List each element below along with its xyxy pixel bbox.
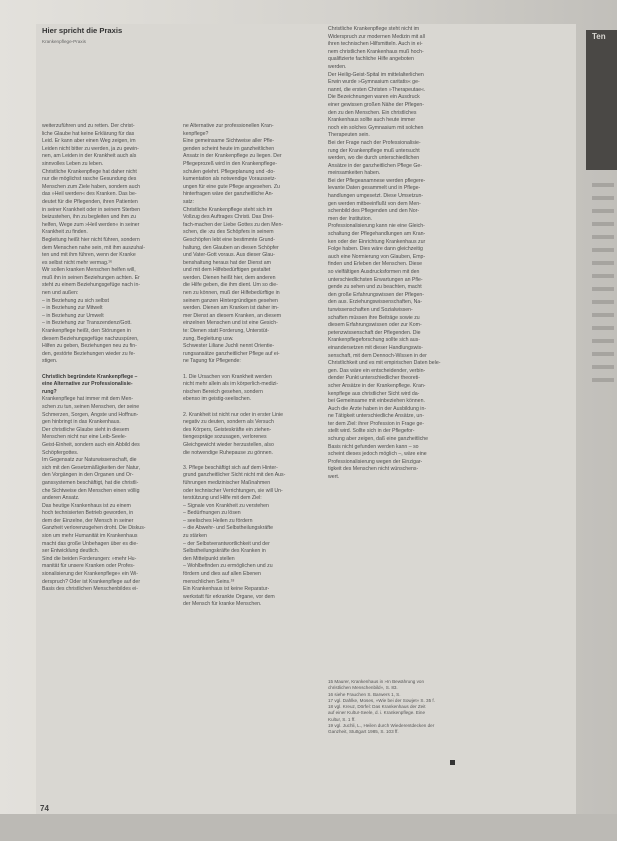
text-line: beizustehen, ihn zu begleiten und ihm zu — [42, 214, 137, 221]
text-line: – Wohlbefinden zu ermöglichen und zu — [183, 563, 273, 570]
text-line: rung der Krankenpflege muß untersucht — [328, 147, 420, 154]
text-line: muß ihn in seinen Beziehungen achten. Er — [42, 274, 140, 281]
text-line: gen hinbringt in das Krankenhaus. — [42, 419, 121, 426]
text-line: Christlich begründete Krankenpflege – — [42, 373, 138, 380]
text-line: fach-machen der Liebe Gottes zu den Men- — [183, 221, 284, 228]
text-line: Menschen nicht nur eine Leib-Seele- — [42, 434, 127, 441]
text-line: genden scheint heute im ganzheitlichen — [183, 145, 275, 152]
text-line: Sind die beiden Forderungen: »mehr Hu- — [42, 555, 137, 562]
text-line: steht zu einem Beziehungsgefüge nach in- — [42, 282, 141, 289]
text-line — [183, 366, 301, 374]
text-line: scheint dieses jedoch möglich –, wäre eine — [328, 451, 427, 458]
text-line: kenpflege aus christlicher Sicht wird da- — [328, 390, 420, 397]
text-line: kumentation als notwendige Voraussetz- — [183, 176, 277, 183]
text-line: ten und mit ihm führen, wenn der Kranke — [42, 252, 136, 259]
text-column-1 — [42, 123, 160, 594]
text-line: Bei der Frage nach der Professionalisie- — [328, 139, 421, 146]
text-line: seinem ganzen Hintergründigen gesehen — [183, 297, 278, 304]
text-line: oder technischer Verrichtungen, sie will Un- — [183, 487, 283, 494]
text-line: einandersetzen mit dieser Handlungswis- — [328, 344, 423, 351]
text-line: Der Heilig-Geist-Spital im mittelalterlichen — [328, 71, 424, 78]
text-line: es selbst nicht mehr vermag.¹⁶ — [42, 259, 113, 266]
text-line: dem der Einzelne, der Mensch in seiner — [42, 517, 134, 524]
text-line: benshaltung heraus hat der Dienst am — [183, 259, 271, 266]
text-line: Eine gemeinsame Sichtweise aller Pfle- — [183, 138, 275, 145]
text-line: ganssystemen beschäftigt, hat die christli- — [42, 479, 139, 486]
text-line: werkstatt für erkrankte Organe, vor dem — [183, 593, 275, 600]
text-line: hinterfragen wäre der ganzheitliche An- — [183, 191, 274, 198]
text-line: nannt, die ersten Christen »Therapeutae«. — [328, 86, 426, 93]
text-line: anderen Ansatz. — [42, 495, 80, 502]
text-line: – Signale von Krankheit zu verstehen — [183, 502, 269, 509]
text-line: nen, am Leiden in der Krankheit auch als — [42, 153, 137, 160]
text-line: – in Beziehung zur Umwelt — [42, 312, 104, 319]
text-line: Die Bezeichnungen waren ein Ausdruck — [328, 94, 420, 101]
text-line: Ganzheit, Stuttgart 1985, S. 103 ff. — [328, 729, 399, 735]
section-tab — [586, 30, 617, 170]
text-line: Therapeuten sein. — [328, 132, 370, 139]
text-line: Ansatz in der Krankenpflege zu liegen. Der — [183, 153, 282, 160]
text-line: 1. Die Ursachen von Krankheit werden — [183, 373, 272, 380]
text-line: schulen gelehrt. Pflegeplanung und -do- — [183, 168, 275, 175]
text-line: ter dem Ziel: ihrer Profession in Frage ge- — [328, 420, 425, 427]
text-line: deutet für die Pflegenden, ihren Patienten — [42, 198, 138, 205]
text-line: – die Abwehr- und Selbstheilungskräfte — [183, 525, 273, 532]
text-line: Pflegeprozeß wird in den Krankenpflege- — [183, 160, 278, 167]
text-line — [183, 404, 301, 412]
text-line: einzelnen Menschen und ist eine Gesich- — [183, 320, 278, 327]
text-line: schenbild des Pflegenden und den Nor- — [328, 208, 420, 215]
text-line: schen, die ›zu des Schöpfers in seinem — [183, 229, 274, 236]
text-line: Bei der Pflegeanamnese werden pflegere- — [328, 177, 426, 184]
text-line: sinnvolles Leben zu leben. — [42, 160, 104, 167]
text-line: 15 Maurer, Krankenhaus in »In Bewährung von — [328, 679, 425, 684]
text-line: Krankenhaus sollte auch heute immer — [328, 117, 416, 124]
text-line: sich mit den Gesetzmäßigkeiten der Natur, — [42, 464, 141, 471]
text-line: Das heutige Krankenhaus ist zu einem — [42, 502, 131, 509]
text-line: Ein Krankenhaus ist keine Reparatur- — [183, 586, 270, 593]
text-line — [183, 457, 301, 465]
text-line: Selbstheilungskräfte des Kranken in — [183, 548, 266, 555]
end-of-article-square — [450, 760, 455, 765]
text-line: rung? — [42, 388, 57, 395]
text-line: mer Dienst an diesem Kranken, an diesem — [183, 312, 282, 319]
text-line: schung aber zeigen, daß eine ganzheitliche — [328, 436, 429, 443]
text-line: – in Beziehung zur Mitwelt — [42, 305, 103, 312]
text-line: Folge haben. Dies wäre dann gleichzeitig — [328, 246, 423, 253]
text-line: Begleitung heißt hier nicht führen, sondern — [42, 236, 140, 243]
text-line: nischen Bereich gesehen, sondern — [183, 388, 263, 395]
text-line: finden und Erleben der Menschen. Diese — [328, 261, 423, 268]
text-line: senschaft, mit dem Dennoch-Wissen in der — [328, 352, 427, 359]
text-line: macht das große Unbehagen über es die- — [42, 540, 139, 547]
text-line: qualifizierte fachliche Hilfe angeboten — [328, 56, 414, 63]
text-line: che Sichtweise den Menschen einen völlig — [42, 487, 140, 494]
text-line: Ansätze in der ganzheitlichen Pflege Ge- — [328, 162, 423, 169]
text-line: gende zu sehen und zu beachten, macht — [328, 284, 422, 291]
text-line: 2. Krankheit ist nicht nur oder in erster Linie — [183, 411, 284, 418]
text-line: petenzwissenschaft der Pflegenden. Die — [328, 329, 421, 336]
text-line: eine Alternative zur Professionalisie- — [42, 381, 133, 388]
text-line: der Mensch für kranke Menschen. — [183, 601, 262, 608]
text-line: auch eine Normierung von Glauben, Emp- — [328, 253, 426, 260]
text-line: auf einer Kultur-Seele, d. i. Krankenpflege. Eine — [328, 710, 426, 716]
text-line: das »Heil werden« des Kranken. Das be- — [42, 191, 137, 198]
text-line: Christliche Krankenpflege steht nicht im — [328, 26, 420, 32]
text-line: fördern und dies auf allen Ebenen — [183, 571, 261, 578]
text-line: Hilfen zu geben, Beziehungen neu zu fin- — [42, 343, 137, 350]
text-line: ser Entwicklung deutlich. — [42, 548, 100, 555]
text-line: dender Punkt unterschiedlicher theoreti- — [328, 375, 420, 382]
text-line: führungen medizinischer Maßnahmen — [183, 479, 271, 486]
text-line: – in Beziehung zur Transzendenz/Gott. — [42, 320, 132, 327]
text-line: stellt wird. Sollte sich in der Pflegefor- — [328, 428, 415, 435]
text-line: Basis nicht gefunden werden kann – so — [328, 443, 419, 450]
text-line: Erwin wurde »Gymnasium caritatis« ge- — [328, 79, 420, 86]
text-line: – in Beziehung zu sich selbst — [42, 297, 109, 304]
text-line: negativ zu deuten, sondern als Versuch — [183, 419, 274, 426]
text-line: Kultur, S. 1 ff. — [328, 716, 356, 722]
text-line: levante Daten gesammelt und in Pflege- — [328, 185, 421, 192]
text-line: Krankenpflege heißt, den Störungen in — [42, 328, 131, 335]
text-line: Leid. Er kann aber einen Weg zeigen, im — [42, 138, 136, 145]
text-line: werden. Dienen am Kranken ist daher im- — [183, 305, 279, 312]
text-line: ken oder der Einrichtung Krankenhaus zur — [328, 238, 426, 245]
text-column-3 — [328, 26, 454, 482]
text-line: liche Glaube hat keine Erklärung für das — [42, 130, 135, 137]
text-line: terstützung und Hilfe mit dem Ziel: — [183, 495, 262, 502]
footnotes — [328, 679, 458, 736]
text-line: werden. — [328, 63, 347, 70]
text-line: Krankenpflege hat immer mit dem Men- — [42, 396, 134, 403]
text-line: 17 vgl. Dahlke, Moses, »Wie bei der Sowjet« S. 35 f. — [328, 697, 435, 703]
text-line: Schöpfergottes. — [42, 449, 79, 456]
text-line — [42, 366, 160, 374]
text-line: – der Selbstverantwortlichkeit und der — [183, 540, 270, 547]
text-line: nen und außen: — [42, 290, 79, 297]
text-line: so vielfältigen Ausdrucksformen mit den — [328, 269, 420, 275]
text-line: Christliche Krankenpflege steht sich im — [183, 206, 273, 213]
text-line: den Vorgängen in den Organen und Or- — [42, 472, 134, 479]
page-number: 74 — [40, 804, 49, 813]
text-line: handlungen umgesetzt. Diese Umsetzun- — [328, 193, 424, 200]
text-line: te: Dienen statt Forderung, Unterstüt- — [183, 328, 269, 335]
text-line: scher Ansätze in der Krankenpflege. Kran- — [328, 382, 426, 389]
text-line: haltung, den Glauben an diesen Schöpfer — [183, 244, 279, 251]
text-line: und Vater-Gott voraus. Aus dieser Glau- — [183, 252, 275, 259]
text-line: satz: — [183, 198, 194, 205]
text-line: Menschen zum Ziele haben, sondern auch — [42, 183, 141, 190]
text-line: ne Tagung für Pflegende: — [183, 358, 241, 365]
text-line: den zu den Menschen. Ein christliches — [328, 109, 417, 116]
text-line: Christlichkeit und es mit empirischen Daten bele- — [328, 360, 441, 367]
text-column-2 — [183, 123, 301, 609]
text-line: – Bedürfnungen zu lösen — [183, 510, 241, 517]
text-line: werden. Dienen heißt hier, dem anderen — [183, 274, 276, 281]
text-line: ungen für eine gute Pflege angesehen. Zu — [183, 183, 280, 190]
text-line: den aus. Erziehungswissenschaften, Na- — [328, 299, 423, 306]
text-line: Professionalisierung kann nie eine Gleich- — [328, 223, 425, 230]
text-line: Basis des christlichen Menschenbildes ei- — [42, 586, 139, 593]
text-line: grund ganzheitlicher Sicht nicht mit den Aus- — [183, 472, 286, 479]
text-line: gen. Das wäre ein entscheidender, verbin- — [328, 367, 426, 374]
adjacent-page-margin — [586, 180, 617, 600]
text-line: den Mittelpunkt stellen — [183, 555, 235, 562]
text-line: diesem Erfahrungswissen oder zur Kom- — [328, 322, 422, 329]
text-line: derspruch? Oder ist Krankenpflege auf der — [42, 578, 141, 585]
text-line: nur die möglichst rasche Gesundung des — [42, 176, 137, 183]
text-line: christlichen Menschenbild«, S. 83. — [328, 685, 398, 691]
text-line: Ganzheit verlorenzugehen droht. Die Diskus- — [42, 525, 146, 532]
text-line: und mit dem Hilfebedürftigen gestaltet — [183, 267, 271, 274]
text-line: wert. — [328, 474, 340, 481]
text-line: Geist-Einheit, sondern auch ein Abbild des — [42, 441, 140, 448]
text-line: Professionalisierung wegen der Einzigar- — [328, 458, 423, 465]
text-line: diesem Beziehungsgefüge nachzuspüren, — [42, 335, 139, 342]
text-line: weiterzuführen und zu retten. Der christ- — [42, 123, 135, 129]
text-line: einer gewissen großen Nähe der Pflegen- — [328, 101, 425, 108]
text-line: nem christlichen Krankenhaus muß hoch- — [328, 48, 424, 55]
text-line: Auch die Ärzte haben in der Ausbildung in- — [328, 405, 427, 412]
text-line: Christliche Krankenpflege hat daher nicht — [42, 168, 137, 175]
text-line: Vollzug des Auftrages Christi. Das Drei- — [183, 214, 274, 221]
text-line: zu stärken — [183, 533, 207, 540]
text-line: schen zu tun, seinen Menschen, der seine — [42, 403, 140, 410]
text-line: men der Institution. — [328, 215, 373, 222]
text-line: bei Gemeinsame mit einbeziehen können. — [328, 398, 425, 405]
text-line: tiengespräge sozusagen, verlorenes — [183, 434, 267, 441]
text-line: tigkeit des Menschen nicht wünschens- — [328, 466, 419, 473]
text-line: Schwester Liliane Juchli nennt Orientie- — [183, 343, 275, 350]
text-line: stigen. — [42, 358, 58, 365]
text-line: den große Erfahrungswissen der Pflegen- — [328, 291, 425, 298]
text-line: 19 vgl. Juchli, L., Heilen durch Wiederentdecken der — [328, 723, 435, 729]
text-line: hoch technisierten Betrieb geworden, in — [42, 510, 134, 517]
text-line: ne Alternative zur professionellen Kran- — [183, 123, 274, 129]
text-line: werden, wo die durch unterschiedlichen — [328, 155, 420, 162]
text-line: Wir sollen kranken Menschen helfen will, — [42, 267, 136, 274]
text-line: – seelisches Heilen zu fördern — [183, 517, 253, 524]
text-line: nicht mehr allein als im körperlich-medizi- — [183, 381, 279, 388]
text-line: 18 vgl. Kreuz, Dörfel: Das Krankenhaus der Zeit — [328, 704, 426, 710]
text-line: noch ein solches Gymnasium mit solchen — [328, 124, 424, 131]
text-line: Der christliche Glaube sieht in diesem — [42, 426, 130, 433]
text-line: schaltung der Pflegehandlungen am Kran- — [328, 231, 426, 238]
text-line: die notwendige Ruhepause zu gönnen. — [183, 449, 273, 456]
text-line: Krankenpflegeforschung sollte sich aus- — [328, 337, 420, 344]
text-line: dem Menschen nahe sein, mit ihm auszuhal- — [42, 244, 145, 251]
text-line: rungsansätze ganzheitlicher Pflege auf ei- — [183, 350, 280, 357]
text-line: den, gestörte Beziehungen wieder zu fe- — [42, 350, 136, 357]
text-line: meinsamkeiten haben. — [328, 170, 381, 177]
text-line: Schmerzen, Sorgen, Ängste und Hoffnun- — [42, 411, 139, 418]
text-line: manität für unsere Kranken oder Profes- — [42, 563, 135, 570]
page-title: Hier spricht die Praxis — [42, 26, 123, 35]
text-line: Im Gegensatz zur Naturwissenschaft, die — [42, 457, 137, 464]
text-line: des Körpers, Geisteskräfte ein ziehen- — [183, 426, 272, 433]
text-line: turwissenschaften und Sozialwissen- — [328, 306, 413, 313]
text-line: Gleichgewicht wieder herzustellen, also — [183, 441, 274, 448]
text-line: zung, Begleitung usw. — [183, 335, 234, 342]
text-line: gen werden mitbeeinflußt von dem Men- — [328, 200, 421, 207]
text-line: nen zu können, muß der Hilfebedürftige in — [183, 290, 280, 297]
text-line: in seiner Krankheit oder in seinem Sterben — [42, 206, 141, 213]
text-line: helfen, Wege zum »Heil werden« in seiner — [42, 221, 140, 228]
text-line: kenpflege? — [183, 130, 209, 137]
text-line: unterschiedlichsten Erwartungen an Pfle- — [328, 276, 423, 283]
text-line: ne Tätigkeit unterschiedliche Ansätze, un- — [328, 413, 424, 420]
text-line: Krankheit zu finden. — [42, 229, 88, 236]
text-line: 16 siehe Frauchen S. Barwers 1, S. — [328, 691, 401, 697]
text-line: menschlichen Seins.¹⁸ — [183, 578, 235, 585]
text-line: 3. Pflege beschäftigt sich auf dem Hinter- — [183, 464, 278, 471]
page-subtitle: Krankenpflege-Praxis — [42, 39, 86, 44]
text-line: sionalisierung der Krankenpflege« ein Wi- — [42, 571, 139, 578]
text-line: die Hilfe geben, die ihm dient. Um so die- — [183, 282, 278, 289]
section-tab-label: Ten — [592, 32, 606, 41]
box-header — [36, 24, 576, 112]
text-line: ebenso im geistig-seelischen. — [183, 396, 252, 403]
text-line: schaften müssen ihre Beiträge sowie zu — [328, 314, 420, 321]
text-line: Leiden nicht bitter zu werden, ja zu gewin- — [42, 145, 139, 152]
text-line: Geschöpfen lebt eine bestimmte Grund- — [183, 236, 275, 243]
bottom-margin — [0, 814, 617, 841]
text-line: sion um mehr Humanität im Krankenhaus — [42, 533, 138, 540]
text-line: ihren technischen Hilfsmitteln. Auch in ei- — [328, 41, 423, 48]
text-line: Widerspruch zur modernen Medizin mit all — [328, 33, 425, 40]
